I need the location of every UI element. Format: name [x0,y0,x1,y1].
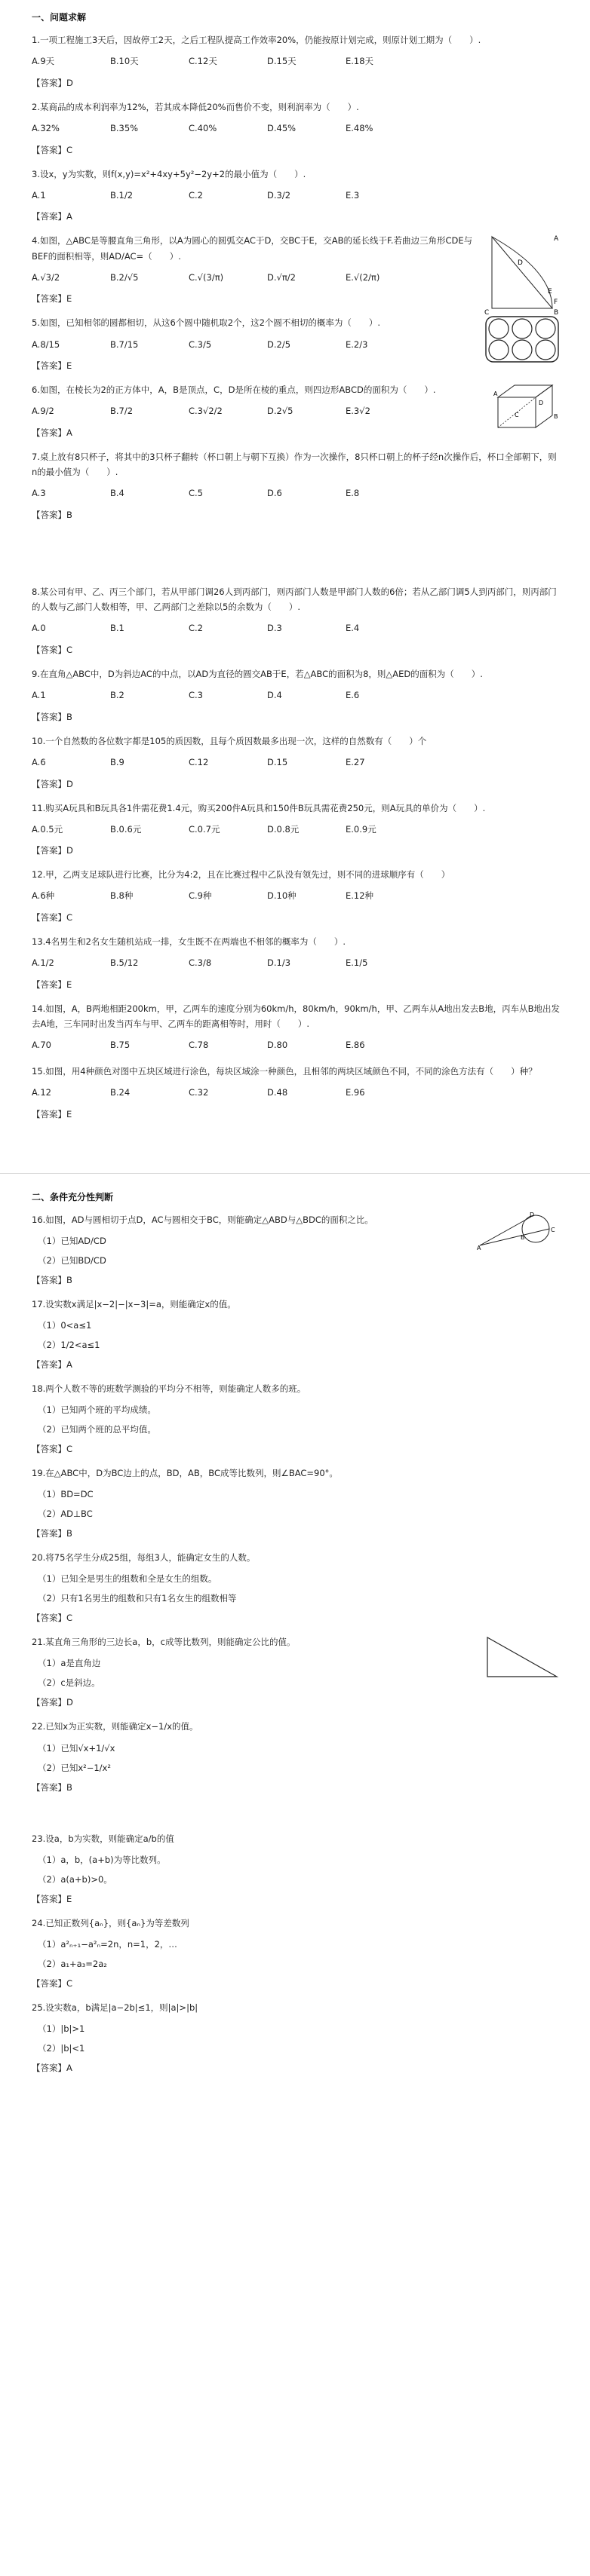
answer-option: B.35% [110,122,139,133]
question-stem: 7.桌上放有8只杯子，将其中的3只杯子翻转（杯口朝上与朝下互换）作为一次操作，8只杯口朝上的杯子经n次操作后，杯口全部朝下，则n的最小值为（ ）. [32,452,557,478]
answer-option: B.75 [110,1040,131,1051]
answer-key: 【答案】B [32,711,72,722]
answer-option: C.3 [189,690,204,700]
condition-part: （1）已知AD/CD [38,1235,106,1246]
answer-option: D.48 [267,1087,288,1098]
answer-option: E.86 [346,1040,365,1051]
page-gap [32,531,560,584]
answer-key: 【答案】D [32,845,73,856]
condition-part: （2）c是斜边。 [38,1677,100,1689]
answer-option: D.45% [267,122,297,133]
answer-option: A.3 [32,488,46,499]
question-block [32,100,560,156]
answer-key: 【答案】C [32,912,73,924]
question-stem: 6.如图，在棱长为2的正方体中，A，B是顶点，C，D是所在棱的重点，则四边形ABCD的面积为（ ）. [32,384,436,396]
answer-option: E.1/5 [346,957,368,969]
answer-option: C.3√2/2 [189,406,223,417]
answer-option: C.5 [189,488,204,499]
svg-text:D: D [530,1211,535,1218]
answer-option: C.32 [189,1087,209,1098]
answer-key: 【答案】E [32,1893,72,1904]
answer-option: D.1/3 [267,957,291,969]
answer-key: 【答案】D [32,1697,73,1708]
question-block [32,801,560,857]
answer-key: 【答案】D [32,77,73,88]
answer-option: C.12 [189,756,209,767]
answer-option: E.6 [346,690,360,700]
question-stem: 19.在△ABC中，D为BC边上的点，BD，AB，BC成等比数列，则∠BAC=90°。 [32,1468,338,1479]
question-stem: 16.如图，AD与圆相切于点D，AC与圆相交于BC，则能确定△ABD与△BDC的面积之比。 [32,1214,373,1225]
answer-option: E.3√2 [346,406,370,417]
question-block [32,1064,560,1120]
answer-key: 【答案】E [32,979,72,990]
question-block [32,934,560,991]
answer-option: D.0.8元 [267,823,300,835]
question-stem: 1.一项工程施工3天后，因故停工2天，之后工程队提高工作效率20%，仍能按原计划完成，则原计划工期为（ ）. [32,35,481,45]
question-stem: 22.已知x为正实数，则能确定x−1/x的值。 [32,1721,198,1732]
answer-option: D.3 [267,623,282,634]
answer-option: B.4 [110,488,124,499]
triangle-arc-figure [484,233,560,318]
right-triangle-figure [484,1634,560,1682]
answer-option: B.10天 [110,56,139,67]
answer-option: C.9种 [189,890,212,902]
answer-option: E.3 [346,189,360,201]
question-stem: 9.在直角△ABC中，D为斜边AC的中点，以AD为直径的圆交AB于E，若△ABC的面积为8，则△AED的面积为（ ）. [32,668,483,679]
svg-text:B: B [554,413,558,421]
question-block [32,666,560,723]
answer-option: B.7/2 [110,406,134,417]
svg-text:C: C [515,412,519,419]
answer-option: A.1 [32,189,46,201]
section-2 [32,1190,560,2074]
question-block [32,233,560,317]
answer-option: B.9 [110,756,124,767]
answer-key: 【答案】B [32,1528,72,1539]
answer-option: D.6 [267,488,282,499]
answer-option: E.48% [346,122,373,133]
page-gap [32,1131,560,1158]
answer-option: B.2/√5 [110,271,139,283]
cube-figure [492,382,560,433]
question-block [32,1550,560,1624]
option-list [32,688,560,703]
answer-option: A.0.5元 [32,823,63,835]
question-block [32,1634,560,1708]
condition-part: （2）已知x²−1/x² [38,1762,111,1773]
question-block [32,167,560,223]
answer-option: B.0.6元 [110,823,142,835]
question-stem: 17.设实数x满足|x−2|−|x−3|=a，则能确定x的值。 [32,1298,236,1309]
answer-option: E.0.9元 [346,823,376,835]
option-list [32,121,560,136]
question-stem: 11.购买A玩具和B玩具各1件需花费1.4元，购买200件A玩具和150件B玩具需花费250元，则A玩具的单价为（ ）. [32,802,486,813]
section-title: 一、问题求解 [32,12,87,23]
question-stem: 18.两个人数不等的班数学测验的平均分不相等，则能确定人数多的班。 [32,1383,306,1394]
answer-option: A.√3/2 [32,271,60,283]
answer-key: 【答案】C [32,644,73,655]
answer-option: A.1 [32,690,46,700]
question-block [32,1916,560,1989]
svg-text:A: A [493,391,498,398]
six-circles-figure [484,315,560,366]
answer-option: E.2/3 [346,338,368,350]
question-block [32,32,560,89]
question-block [32,382,560,439]
condition-part: （2）a(a+b)>0。 [38,1873,112,1885]
answer-key: 【答案】A [32,2062,72,2073]
svg-text:C: C [484,309,490,317]
question-block [32,1212,560,1286]
answer-key: 【答案】A [32,1358,72,1370]
condition-part: （1）已知√x+1/√x [38,1742,115,1754]
answer-option: C.40% [189,122,217,133]
question-stem: 5.如图，已知相邻的圆都相切，从这6个圆中随机取2个，这2个圆不相切的概率为（ ）. [32,317,381,329]
answer-option: C.2 [189,189,204,201]
answer-option: E.4 [346,623,360,634]
question-stem: 14.如图，A，B两地相距200km，甲，乙两车的速度分别为60km/h，80km/h，90km/h，甲、乙两车从A地出发去B地，丙车从B地出发去A地，三车同时出发当丙车与甲、乙两车的距离相等时，用时（ ）. [32,1003,560,1030]
answer-option: B.24 [110,1087,131,1098]
question-stem: 21.某直角三角形的三边长a，b，c成等比数列，则能确定公比的值。 [32,1637,296,1648]
answer-option: A.0 [32,623,46,634]
answer-option: E.12种 [346,890,374,902]
answer-option: B.1/2 [110,189,134,201]
answer-option: A.8/15 [32,338,60,350]
answer-option: B.7/15 [110,338,139,350]
answer-option: C.0.7元 [189,823,220,835]
condition-part: （2）|b|<1 [38,2042,85,2054]
answer-option: A.9/2 [32,406,54,417]
question-block [32,449,560,521]
answer-option: A.12 [32,1087,51,1098]
option-list [32,1037,560,1053]
question-stem: 13.4名男生和2名女生随机站成一排，女生既不在两端也不相邻的概率为（ ）. [32,936,346,948]
answer-key: 【答案】C [32,1613,73,1624]
option-list [32,822,560,838]
answer-option: E.√(2/π) [346,271,380,283]
answer-key: 【答案】C [32,1977,73,1989]
section-divider [0,1173,590,1174]
question-stem: 2.某商品的成本利润率为12%，若其成本降低20%而售价不变，则利润率为（ ）. [32,101,359,112]
answer-key: 【答案】C [32,1444,73,1455]
condition-part: （1）a是直角边 [38,1658,101,1669]
condition-part: （2）AD⊥BC [38,1509,93,1520]
option-list [32,337,477,353]
tangent-circle-figure [477,1212,560,1252]
answer-key: 【答案】A [32,427,72,438]
question-block [32,315,560,372]
answer-option: D.2/5 [267,338,291,350]
question-stem: 24.已知正数列{aₙ}，则{aₙ}为等差数列 [32,1917,189,1928]
condition-part: （2）已知两个班的总平均值。 [38,1424,156,1435]
svg-text:A: A [477,1244,481,1250]
answer-key: 【答案】C [32,144,73,155]
answer-option: D.√π/2 [267,271,296,283]
svg-text:D: D [518,259,523,268]
condition-part: （2）a₁+a₃=2a₂ [38,1958,107,1969]
answer-key: 【答案】D [32,778,73,789]
question-block [32,1466,560,1539]
question-block [32,867,560,924]
answer-option: E.27 [346,756,365,767]
answer-key: 【答案】B [32,509,72,520]
answer-option: D.2√5 [267,406,293,417]
answer-option: B.1 [110,623,124,634]
answer-option: C.3/8 [189,957,212,969]
answer-option: D.15 [267,756,288,767]
answer-option: C.2 [189,623,204,634]
answer-option: C.12天 [189,56,217,67]
question-stem: 3.设x，y为实数，则f(x,y)=x²+4xy+5y²−2y+2的最小值为（ ）. [32,168,306,179]
answer-option: A.6 [32,756,46,767]
question-block [32,734,560,790]
answer-option: A.32% [32,122,60,133]
question-stem: 20.将75名学生分成25组，每组3人，能确定女生的人数。 [32,1552,256,1564]
answer-option: C.78 [189,1040,209,1051]
question-stem: 25.设实数a，b满足|a−2b|≤1，则|a|>|b| [32,2002,198,2013]
answer-key: 【答案】E [32,1108,72,1120]
page-gap [32,1804,560,1831]
condition-part: （2）只有1名男生的组数和只有1名女生的组数相等 [38,1593,237,1604]
condition-part: （1）a²ₙ₊₁−a²ₙ=2n，n=1，2，… [38,1938,177,1950]
question-stem: 23.设a，b为实数，则能确定a/b的值 [32,1833,174,1844]
condition-part: （1）|b|>1 [38,2023,85,2034]
option-list [32,1085,560,1101]
question-stem: 15.如图，用4种颜色对图中五块区域进行涂色，每块区域涂一种颜色，且相邻的两块区域颜色不同，不同的涂色方法有（ ）种？ [32,1065,537,1077]
answer-option: C.√(3/π) [189,271,224,283]
svg-text:D: D [539,400,544,407]
option-list [32,54,560,69]
svg-text:B: B [554,309,559,317]
answer-option: A.9天 [32,56,55,67]
question-block [32,2000,560,2074]
condition-part: （1）a，b，(a+b)为等比数列。 [38,1854,166,1865]
svg-text:A: A [554,235,559,244]
answer-option: D.80 [267,1040,288,1051]
question-block [32,1297,560,1371]
question-block [32,1831,560,1905]
answer-option: B.2 [110,690,124,700]
condition-part: （2）1/2<a≤1 [38,1339,100,1350]
condition-part: （1）已知两个班的平均成绩。 [38,1404,156,1416]
svg-text:B: B [521,1233,525,1241]
answer-key: 【答案】E [32,360,72,372]
question-block [32,1001,560,1053]
answer-option: A.70 [32,1040,51,1051]
question-stem: 4.如图，△ABC是等腰直角三角形，以A为圆心的圆弧交AC于D，交BC于E，交AB的延长线于F.若曲边三角形CDE与BEF的面积相等，则AD/AC=（ ）. [32,235,473,262]
question-block [32,584,560,656]
answer-option: D.4 [267,690,282,700]
svg-text:F: F [554,299,558,307]
question-stem: 10.一个自然数的各位数字都是105的质因数，且每个质因数最多出现一次，这样的自然数有（ ）个 [32,735,427,746]
answer-option: B.8种 [110,890,134,902]
option-list [32,620,560,636]
svg-text:E: E [548,288,552,296]
answer-option: D.3/2 [267,189,291,201]
svg-text:C: C [551,1226,555,1233]
answer-key: 【答案】A [32,211,72,222]
option-list [32,955,560,971]
option-list [32,403,477,419]
answer-option: A.6种 [32,890,55,902]
answer-key: 【答案】E [32,293,72,305]
section-1 [32,11,560,1158]
option-list [32,755,560,770]
answer-option: C.3/5 [189,338,212,350]
answer-option: A.1/2 [32,957,54,969]
answer-key: 【答案】B [32,1274,72,1285]
answer-option: D.10种 [267,890,297,902]
section-title: 二、条件充分性判断 [32,1191,114,1202]
question-block [32,1381,560,1455]
answer-option: B.5/12 [110,957,139,969]
option-list [32,485,560,501]
condition-part: （2）已知BD/CD [38,1254,106,1266]
question-block [32,1719,560,1793]
answer-option: E.96 [346,1087,365,1098]
option-list [32,188,560,204]
answer-option: E.8 [346,488,360,499]
condition-part: （1）0<a≤1 [38,1319,92,1331]
option-list [32,888,560,904]
condition-part: （1）BD=DC [38,1489,94,1500]
question-stem: 8.某公司有甲、乙、丙三个部门，若从甲部门调26人到丙部门，则丙部门人数是甲部门人数的6倍；若从乙部门调5人到丙部门，则丙部门的人数与乙部门人数相等，甲、乙两部门之差除以5的余数为（ ）. [32,586,557,613]
answer-option: D.15天 [267,56,297,67]
option-list [32,270,477,286]
condition-part: （1）已知全是男生的组数和全是女生的组数。 [38,1573,217,1585]
answer-key: 【答案】B [32,1781,72,1793]
question-stem: 12.甲，乙两支足球队进行比赛，比分为4:2，且在比赛过程中乙队没有领先过，则不同的进球顺序有（ ） [32,869,450,881]
answer-option: E.18天 [346,56,374,67]
